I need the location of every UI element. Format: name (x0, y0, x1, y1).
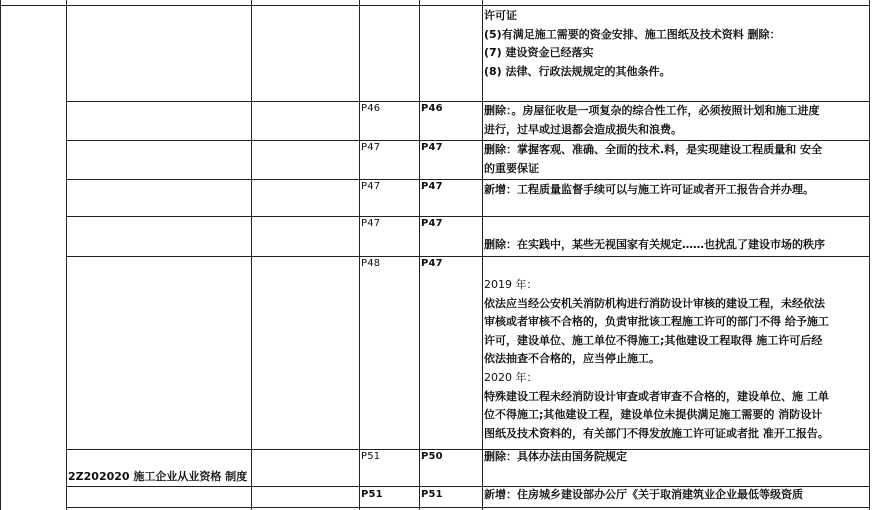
row-content: 删除：在实践中，某些无视国家有关规定……也扰乱了建设市场的秩序 (484, 238, 825, 251)
page-old: P47 (361, 142, 381, 153)
row-divider (66, 449, 870, 450)
page-new: P47 (421, 181, 443, 192)
row-divider (66, 216, 870, 217)
table-border-right (869, 0, 870, 510)
column-divider (359, 0, 360, 510)
row-divider (0, 5, 870, 6)
column-divider (419, 0, 420, 510)
row-content: 2019 年： 依法应当经公安机关消防机构进行消防设计审核的建设工程，未经依法 审核或者审核不合格的，负责审批该工程施工许可的部门不得 给予施工 许可，建设单位、施工单位不得施工;其他建设工程取得 施工许可后经 依法抽查不合格的，应当停止施工。 2020 年： 特殊建设工程未经消防设计审查或者审查不合格的，建设单位、施 工单 位不得施工;其他建设工程，建设单位未提供满足施工需要的 消防设计 图纸及技术资料的，有关部门不得发放施工许可证或者批 准开工报告。 (484, 278, 829, 440)
page-old: P51 (361, 451, 381, 462)
page-new: P47 (421, 142, 443, 153)
row-content: 许可证 (5)有满足施工需要的资金安排、施工图纸及技术资料 删除： (7) 建设资金已经落实 (8) 法律、行政法规规定的其他条件。 (484, 9, 781, 78)
page-new: P51 (421, 489, 443, 500)
row-content: 新增：住房城乡建设部办公厅《关于取消建筑业企业最低等级资质 (484, 488, 803, 501)
column-divider (66, 0, 67, 510)
page-new: P50 (421, 451, 443, 462)
page-new: P46 (421, 103, 443, 114)
page-new: P47 (421, 258, 443, 269)
row-content: 删除：。房屋征收是一项复杂的综合性工作，必须按照计划和施工进度 进行，过早或过退都会造成损失和浪费。 (484, 104, 820, 136)
row-divider (66, 507, 870, 508)
page-old: P46 (361, 103, 381, 114)
row-content: 删除：掌握客观、准确、全面的技术.料，是实现建设工程质量和 安全 的重要保证 (484, 143, 823, 175)
page-old: P51 (361, 489, 383, 500)
row-divider (66, 256, 870, 257)
row-content: 删除：具体办法由国务院规定 (484, 450, 627, 463)
item-label: 2Z202020 施工企业从业资格 制度 (68, 470, 248, 483)
table-border-left (0, 0, 1, 510)
page-new: P47 (421, 218, 443, 229)
page-old: P48 (361, 258, 381, 269)
page-old: P47 (361, 181, 381, 192)
column-divider (482, 0, 483, 510)
column-divider (251, 0, 252, 510)
page-old: P47 (361, 218, 381, 229)
row-content: 新增：工程质量监督手续可以与施工许可证或者开工报告合并办理。 (484, 183, 814, 196)
row-divider (66, 179, 870, 180)
